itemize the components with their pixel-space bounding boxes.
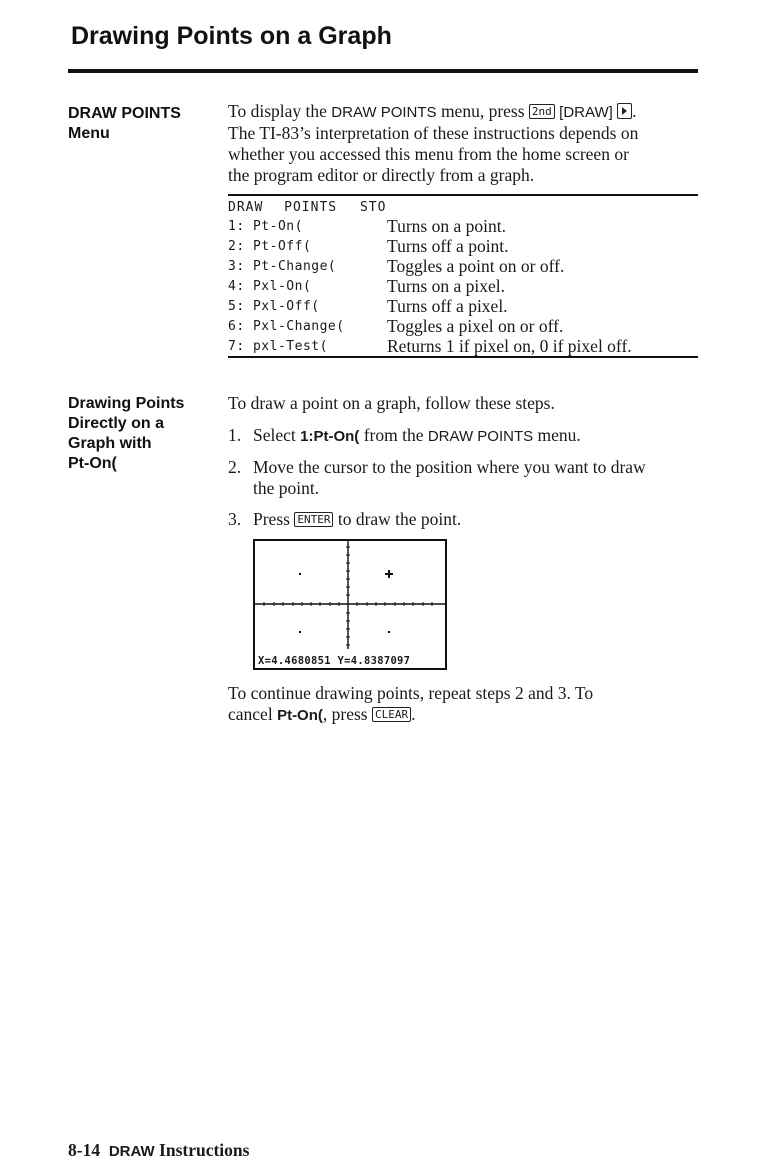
- readout-y: Y=4.8387097: [337, 655, 411, 667]
- menu-row: [228, 216, 698, 237]
- menu-row: [228, 316, 698, 337]
- text-run: .: [411, 704, 416, 724]
- text-run: To display the: [228, 101, 332, 121]
- paragraph-line: The TI-83’s interpretation of these instructions depends on: [228, 123, 639, 143]
- step-text: [253, 457, 698, 499]
- section1-paragraph: [228, 101, 698, 186]
- menu-description: Turns on a pixel.: [387, 276, 505, 296]
- menu-item: 1: Pt-On(: [228, 219, 303, 234]
- key-draw-label: [DRAW]: [559, 104, 613, 121]
- menu-item: 4: Pxl-On(: [228, 279, 312, 294]
- paragraph-line: [228, 704, 698, 726]
- section-heading-draw-points-menu: [68, 104, 181, 144]
- cursor-icon: [385, 570, 393, 578]
- key-2nd: 2nd: [529, 104, 555, 119]
- menu-description: Turns off a pixel.: [387, 296, 508, 316]
- menu-tab-points: POINTS: [284, 200, 338, 215]
- graph-area: [255, 541, 445, 649]
- menu-description: Returns 1 if pixel on, 0 if pixel off.: [387, 336, 632, 356]
- paragraph-line: whether you accessed this menu from the home screen or: [228, 144, 629, 164]
- paragraph-line: the program editor or directly from a graph.: [228, 165, 535, 185]
- text-run: menu, press: [436, 101, 529, 121]
- text-run: Press: [253, 509, 295, 529]
- plotted-point: [299, 573, 301, 575]
- menu-description: Toggles a point on or off.: [387, 256, 565, 276]
- key-enter: ENTER: [294, 512, 333, 527]
- menu-row: [228, 236, 698, 257]
- continue-paragraph: [228, 683, 698, 726]
- step-text: [253, 509, 698, 530]
- menu-name: DRAW POINTS: [427, 428, 534, 445]
- menu-row: [228, 276, 698, 297]
- text-run: .: [632, 101, 637, 121]
- footer-label: Instructions: [154, 1140, 250, 1160]
- text-run: to draw the point.: [333, 509, 462, 529]
- menu-row: [228, 336, 698, 357]
- coordinate-readout: [258, 655, 410, 667]
- plotted-point: [299, 631, 301, 633]
- menu-row: [228, 296, 698, 317]
- step-number: 2.: [228, 457, 242, 477]
- menu-header: [228, 200, 386, 215]
- page-footer: [68, 1140, 249, 1161]
- page-number: 8-14: [68, 1140, 101, 1160]
- plotted-point: [388, 631, 390, 633]
- step-line: the point.: [253, 478, 320, 498]
- page-title: Drawing Points on a Graph: [71, 22, 392, 50]
- paragraph-line: [228, 101, 698, 123]
- heading-line: Directly on a: [68, 415, 165, 432]
- text-run: cancel: [228, 704, 278, 724]
- menu-tab-draw: DRAW: [228, 200, 264, 215]
- text-run: , press: [322, 704, 372, 724]
- step-number: 1.: [228, 425, 242, 445]
- heading-line: Graph with: [68, 435, 152, 452]
- table-top-rule: [228, 194, 698, 196]
- calculator-graph-screen: [253, 539, 447, 670]
- command-name: 1:Pt-On(: [300, 428, 360, 445]
- readout-x: X=4.4680851: [258, 655, 331, 667]
- step-2: [228, 457, 698, 499]
- right-arrow-key-icon: [617, 103, 632, 119]
- menu-description: Toggles a pixel on or off.: [387, 316, 564, 336]
- heading-line: DRAW POINTS: [68, 105, 181, 122]
- menu-description: Turns off a point.: [387, 236, 509, 256]
- text-run: from the: [359, 425, 428, 445]
- step-text: [253, 425, 698, 447]
- step-number: 3.: [228, 509, 242, 529]
- table-bottom-rule: [228, 356, 698, 358]
- step-line: Move the cursor to the position where you want to draw: [253, 457, 646, 477]
- paragraph-line: To continue drawing points, repeat steps 2 and 3. To: [228, 683, 594, 703]
- menu-item: 5: Pxl-Off(: [228, 299, 320, 314]
- menu-row: [228, 256, 698, 277]
- text-run: Select: [253, 425, 301, 445]
- title-rule: [68, 69, 698, 73]
- menu-item: 2: Pt-Off(: [228, 239, 312, 254]
- menu-item: 3: Pt-Change(: [228, 259, 337, 274]
- key-clear: CLEAR: [372, 707, 411, 722]
- section-heading-drawing-points: [68, 394, 184, 474]
- text-run: menu.: [533, 425, 581, 445]
- menu-item: 7: pxl-Test(: [228, 339, 328, 354]
- section2-intro: To draw a point on a graph, follow these steps.: [228, 393, 555, 413]
- menu-item: 6: Pxl-Change(: [228, 319, 345, 334]
- command-name: Pt-On(: [277, 707, 323, 724]
- menu-description: Turns on a point.: [387, 216, 506, 236]
- heading-line: Pt-On(: [68, 455, 117, 472]
- heading-line: Drawing Points: [68, 395, 185, 412]
- heading-line: Menu: [68, 125, 110, 142]
- footer-label-sans: DRAW: [108, 1143, 155, 1160]
- menu-name: DRAW POINTS: [331, 104, 437, 121]
- menu-tab-sto: STO: [359, 200, 387, 215]
